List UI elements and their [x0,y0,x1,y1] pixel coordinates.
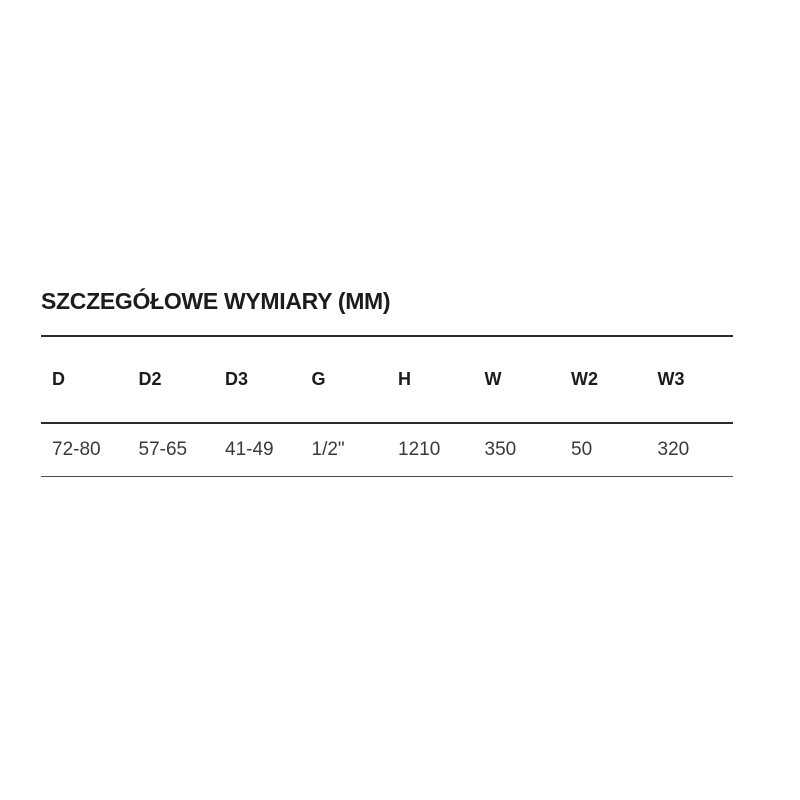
header-cell-g: G [311,369,326,389]
table-header-row [41,337,733,424]
dimensions-table [41,335,733,477]
section-title: SZCZEGÓŁOWE WYMIARY (MM) [41,288,391,314]
value-cell-g: 1/2" [311,439,345,460]
value-cell-d2: 57-65 [138,439,188,460]
header-cell-w: W [484,369,502,389]
value-cell-d: 72-80 [52,439,101,460]
header-cell-h: H [398,369,411,389]
value-cell-w: 350 [484,439,517,460]
value-cell-h: 1210 [398,439,441,460]
table-data-row [41,424,733,477]
value-cell-d3: 41-49 [225,439,274,460]
header-cell-w3: W3 [657,369,685,389]
value-cell-w3: 320 [657,439,690,460]
header-cell-w2: W2 [571,369,598,389]
header-cell-d: D [52,369,65,389]
value-cell-w2: 50 [571,439,593,460]
header-cell-d3: D3 [225,369,249,389]
header-cell-d2: D2 [138,369,162,389]
